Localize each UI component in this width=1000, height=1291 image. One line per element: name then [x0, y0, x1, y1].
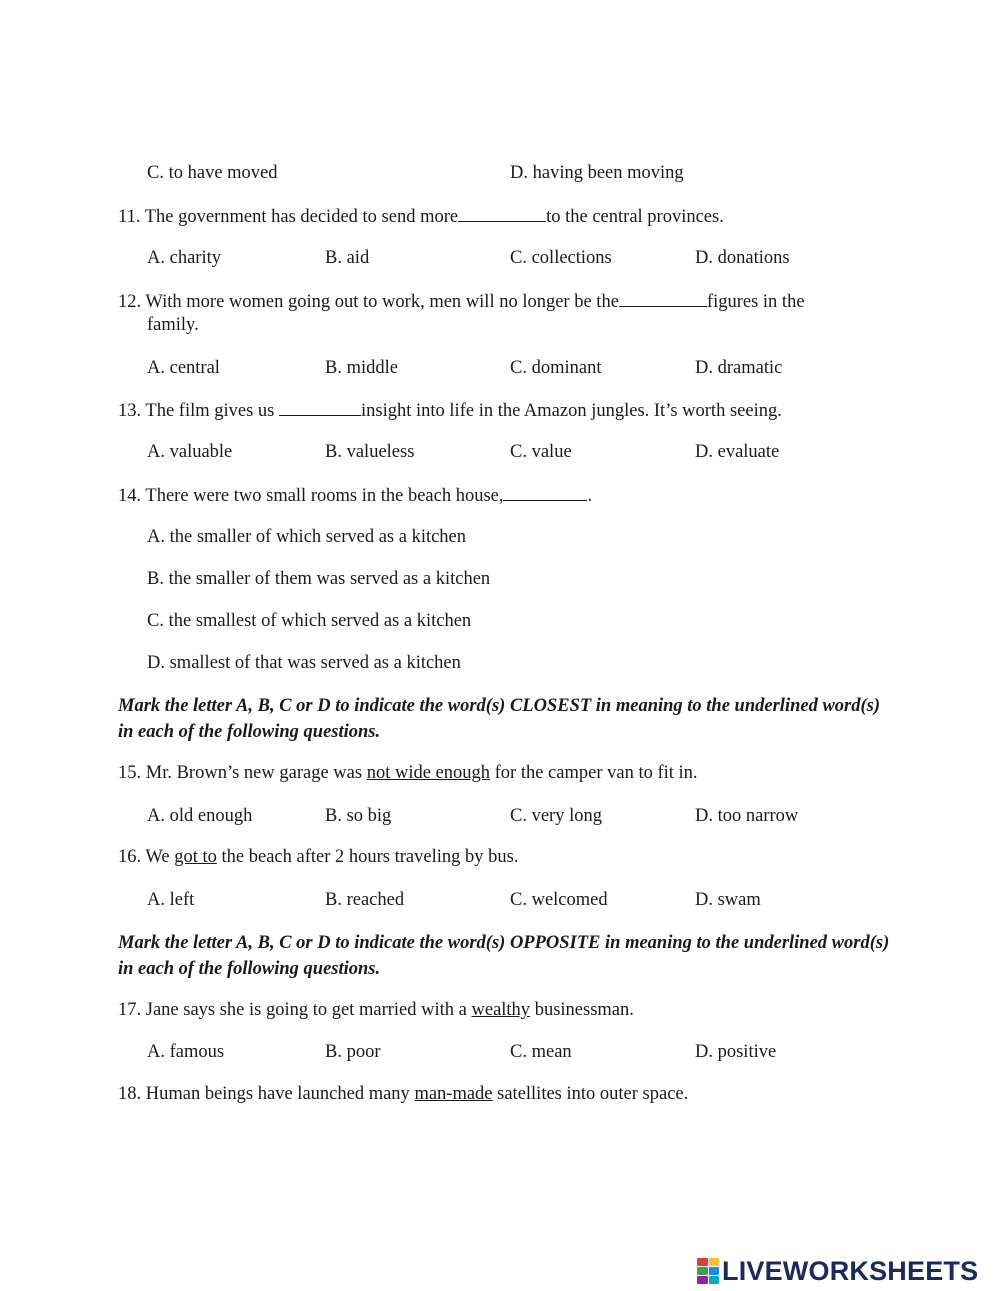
q11-option-a[interactable]: A. charity [147, 248, 221, 268]
q13-option-a[interactable]: A. valuable [147, 442, 233, 462]
q10-option-c[interactable]: C. to have moved [147, 163, 278, 183]
q11-option-c[interactable]: C. collections [510, 248, 612, 268]
q14-option-d[interactable]: D. smallest of that was served as a kitchen [147, 653, 461, 673]
q12-option-a[interactable]: A. central [147, 358, 220, 378]
question-17: 17. Jane says she is going to get married with a wealthy businessman. [118, 1000, 634, 1020]
answer-blank[interactable] [458, 203, 546, 222]
logo-block [709, 1258, 720, 1266]
logo-block [697, 1258, 708, 1266]
q16-option-b[interactable]: B. reached [325, 890, 405, 910]
q16-option-a[interactable]: A. left [147, 890, 195, 910]
underlined-phrase: wealthy [471, 1000, 531, 1020]
question-11: 11. The government has decided to send more to the central provinces. [118, 203, 724, 229]
q12-option-c[interactable]: C. dominant [510, 358, 602, 378]
answer-blank[interactable] [619, 288, 707, 307]
liveworksheets-logo [697, 1256, 993, 1286]
q13-option-b[interactable]: B. valueless [325, 442, 415, 462]
q17-option-b[interactable]: B. poor [325, 1042, 381, 1062]
q11-option-d[interactable]: D. donations [695, 248, 790, 268]
logo-block [709, 1267, 720, 1275]
answer-blank[interactable] [503, 482, 587, 501]
q14-option-b[interactable]: B. the smaller of them was served as a kitchen [147, 569, 491, 589]
logo-block [697, 1267, 708, 1275]
q15-option-c[interactable]: C. very long [510, 806, 602, 826]
underlined-phrase: man-made [414, 1084, 493, 1104]
q16-option-d[interactable]: D. swam [695, 890, 761, 910]
answer-blank[interactable] [279, 397, 361, 416]
question-12-continuation: family. [147, 315, 199, 335]
q15-option-a[interactable]: A. old enough [147, 806, 253, 826]
q16-option-c[interactable]: C. welcomed [510, 890, 608, 910]
q17-option-c[interactable]: C. mean [510, 1042, 572, 1062]
question-14: 14. There were two small rooms in the beach house, . [118, 482, 592, 508]
q14-option-c[interactable]: C. the smallest of which served as a kitchen [147, 611, 472, 631]
q12-option-b[interactable]: B. middle [325, 358, 398, 378]
q13-option-d[interactable]: D. evaluate [695, 442, 780, 462]
underlined-phrase: got to [174, 847, 217, 867]
q17-option-d[interactable]: D. positive [695, 1042, 777, 1062]
q15-option-b[interactable]: B. so big [325, 806, 392, 826]
q14-option-a[interactable]: A. the smaller of which served as a kitchen [147, 527, 467, 547]
instruction-closest: Mark the letter A, B, C or D to indicate the word(s) CLOSEST in meaning to the underlined word(s) in each of the following questions. [118, 696, 881, 742]
underlined-phrase: not wide enough [366, 763, 490, 783]
question-15: 15. Mr. Brown’s new garage was not wide enough for the camper van to fit in. [118, 763, 698, 783]
q12-option-d[interactable]: D. dramatic [695, 358, 783, 378]
logo-text: LIVEWORKSHEETS [722, 1256, 979, 1286]
logo-blocks-icon [697, 1258, 719, 1284]
q10-option-d[interactable]: D. having been moving [510, 163, 684, 183]
q17-option-a[interactable]: A. famous [147, 1042, 225, 1062]
question-13: 13. The film gives us insight into life in the Amazon jungles. It’s worth seeing. [118, 397, 782, 423]
question-18: 18. Human beings have launched many man-made satellites into outer space. [118, 1084, 689, 1104]
question-16: 16. We got to the beach after 2 hours traveling by bus. [118, 847, 519, 867]
logo-block [709, 1276, 720, 1284]
q15-option-d[interactable]: D. too narrow [695, 806, 799, 826]
logo-block [697, 1276, 708, 1284]
instruction-opposite: Mark the letter A, B, C or D to indicate the word(s) OPPOSITE in meaning to the underlined word(s) in each of the following questions. [118, 933, 890, 979]
q13-option-c[interactable]: C. value [510, 442, 572, 462]
q11-option-b[interactable]: B. aid [325, 248, 370, 268]
question-12: 12. With more women going out to work, men will no longer be the figures in the [118, 288, 805, 314]
